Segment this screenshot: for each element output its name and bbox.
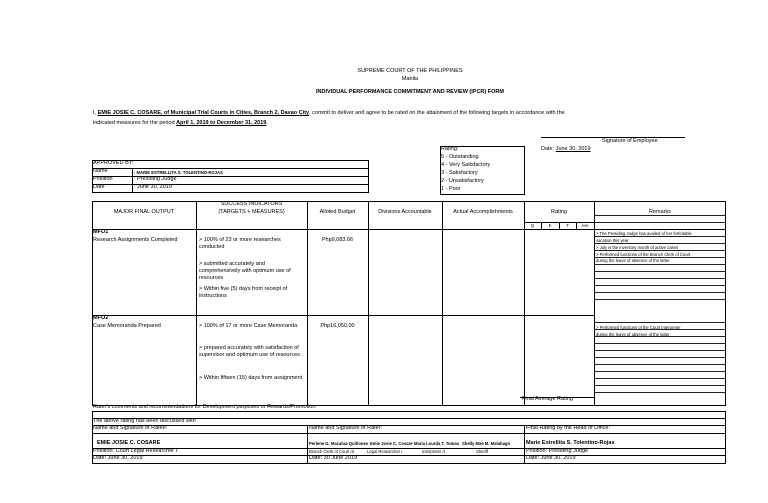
- remarks-rule: [594, 322, 726, 323]
- mfo2-title: Case Memoranda Prepared: [93, 323, 161, 329]
- commitment-line-1: [93, 110, 565, 117]
- header-si-2: (TARGETS + MEASURES): [218, 209, 285, 215]
- rater-date: Date: 30 June 2019: [309, 455, 358, 461]
- ratee-date: Date: June 30, 2019: [93, 455, 143, 461]
- header-t: T: [566, 223, 569, 228]
- footer-right-border: [725, 411, 726, 463]
- row-separator: [92, 315, 594, 316]
- header-budget: Alloted Budget: [319, 209, 356, 215]
- rater-name: Shelly Mae M. Malubago: [462, 441, 511, 446]
- rating-period: April 1, 2019 to December 31, 2019: [176, 120, 267, 126]
- remarks-rule: [594, 243, 726, 244]
- approved-date-label: Date: [93, 184, 105, 190]
- mfo1-indicator-2: > submitted accurately and comprehensively with optimum use of resources: [199, 261, 291, 281]
- mfo2-indicator-1: > 100% of 17 or more Case Memoranda: [199, 323, 298, 329]
- rater-label: Name and Signature of Rater:: [309, 425, 383, 431]
- footer-line: [92, 433, 726, 434]
- approved-title: APPROVED BY:: [93, 160, 134, 166]
- court-city: Manila: [401, 76, 419, 82]
- intro-suffix: .: [266, 120, 268, 126]
- table-header-line: [92, 229, 726, 230]
- remarks-rule: [594, 271, 726, 272]
- remarks-rule: [594, 222, 726, 223]
- rating-scale-title: Rating:: [441, 146, 459, 152]
- signature-label: Signature of Employee: [602, 138, 658, 144]
- mfo1-remark: > July is the inventory month of active cases: [596, 245, 679, 250]
- remarks-rule: [594, 392, 726, 393]
- mfo1-indicator-3: > Within five (5) days from receipt of instructions: [199, 286, 288, 299]
- signature-date-value: June 30, 2019: [555, 146, 591, 152]
- mfo2-indicator-2: > prepared accurately with satisfaction of supervisor and optimum use of resources: [199, 345, 300, 358]
- remarks-rule: [594, 236, 726, 237]
- commitment-line-2: [93, 120, 268, 127]
- remarks-rule: [594, 364, 726, 365]
- remarks-rule: [594, 350, 726, 351]
- discussed-label: The above rating has been discussed with: [93, 418, 196, 424]
- signature-date-label: Date:: [541, 146, 556, 152]
- header-ave: Ave: [581, 223, 589, 228]
- col-line: [524, 201, 525, 406]
- col-line: [196, 201, 197, 406]
- intro-line2: indicated measures for the period: [93, 120, 177, 126]
- head-date: Date: June 30, 2019: [526, 455, 576, 461]
- rating-scale-item: 2 - Unsatisfactory: [441, 178, 484, 184]
- signature-date: [541, 146, 591, 153]
- footer-col-line: [524, 425, 525, 463]
- remarks-rule: [594, 378, 726, 379]
- approved-name-value: : MARIE ESTRELLITA S. TOLENTINO-ROJAS: [134, 169, 223, 175]
- rating-scale-item: 3 - Satisfactory: [441, 170, 478, 176]
- header-e: E: [548, 223, 552, 228]
- footer-line: [92, 448, 726, 449]
- mfo1-title: Research Assignments Completed: [93, 237, 178, 243]
- remarks-rule: [594, 285, 726, 286]
- rater-title: Interpreter II: [422, 449, 445, 454]
- rating-scale-item: 5 - Outstanding: [441, 154, 479, 160]
- col-line: [442, 201, 443, 406]
- mfo1-remark: during the leave of absence of the latter: [596, 258, 670, 263]
- mfo1-indicator-1: > 100% of 23 or more researches conducted: [199, 237, 281, 250]
- col-line: [307, 201, 308, 406]
- footer-line: [92, 411, 726, 412]
- footer-col-line: [307, 425, 308, 463]
- final-average-label: Final Average Rating: [522, 396, 573, 402]
- mfo2-remark: during the leave of absence of the latter: [596, 332, 670, 337]
- remarks-rule: [594, 292, 726, 293]
- header-mfo: MAJOR FINAL OUTPUT: [113, 209, 175, 215]
- rater-title: Sheriff: [476, 449, 489, 454]
- remarks-rule: [594, 299, 726, 300]
- head-position: Position: Presiding Judge: [526, 448, 589, 454]
- mfo2-budget: Php16,050.00: [320, 323, 355, 329]
- ratee-position: Position: Court Legal Researcher I: [93, 448, 178, 454]
- mfo2-code: MFO2: [93, 315, 109, 321]
- approved-col-line: [132, 168, 133, 193]
- header-actual: Actual Accomplishments: [453, 209, 513, 215]
- employee-office: EMIE JOSIE C. COSARE, of Municipal Trial Courts in Cities, Branch 2, Davao City: [97, 110, 310, 116]
- approved-date-value: : June 30, 2019: [134, 184, 172, 190]
- rater-name: Maria Lourda T. Tomas: [414, 441, 460, 446]
- footer-line: [92, 425, 726, 426]
- mfo1-remark: vacation this year: [596, 238, 629, 243]
- form-title: INDIVIDUAL PERFORMANCE COMMITMENT AND REVIEW (IPCR) FORM: [316, 89, 504, 95]
- mfo1-budget: Php9,083.66: [321, 237, 354, 243]
- header-rating: Rating: [551, 209, 567, 215]
- mfo2-remark: > Performed functions of the Court Interpreter: [596, 325, 681, 330]
- remarks-rule: [594, 357, 726, 358]
- rating-scale-item: 1 - Poor: [441, 186, 461, 192]
- remarks-rule: [594, 343, 726, 344]
- approved-position-label: Position: [93, 176, 113, 182]
- rater-name: Emie Josie C. Cosare: [370, 441, 413, 446]
- head-rating-label: Final Rating by the Head of Office:: [526, 425, 610, 431]
- remarks-rule: [594, 371, 726, 372]
- header-si-1: SUCCESS INDICATORS: [220, 201, 283, 207]
- col-line: [368, 201, 369, 406]
- comments-label: Rater's comments and recommendations for Development purposes or Rewards/Promotion:: [93, 404, 317, 410]
- mfo2-indicator-3: > Within fifteen (15) days from assignment: [199, 375, 303, 381]
- remarks-rule: [594, 215, 726, 216]
- header-remarks: Remarks: [648, 209, 671, 215]
- intro-middle: , commit to deliver and agree to be rated on the attainment of the following targets in accordance with the: [309, 110, 565, 116]
- header-q: Q: [530, 223, 535, 228]
- footer-line: [92, 455, 726, 456]
- intro-prefix: I,: [93, 110, 98, 116]
- mfo1-remark: > The Presiding Judge has availed of her forfeitable: [596, 231, 692, 236]
- head-name: Marie Estrellita S. Tolentino-Rojas: [526, 440, 615, 446]
- rater-title: Legal Researcher I: [367, 449, 403, 454]
- remarks-rule: [594, 278, 726, 279]
- ratee-name: EMIE JOSIE C. COSARE: [97, 440, 161, 446]
- rater-name: Perlene G. Macalua-Quiñones: [309, 441, 369, 446]
- rating-scale-item: 4 - Very Satisfactory: [441, 162, 491, 168]
- footer-line: [92, 463, 726, 464]
- remarks-rule: [594, 385, 726, 386]
- mfo1-remark: > Performed functions of the Branch Clerk of Court: [596, 252, 691, 257]
- mfo1-code: MFO1: [93, 229, 109, 235]
- remarks-rule: [594, 264, 726, 265]
- approved-position-value: : Presiding Judge: [134, 176, 177, 182]
- court-name: SUPREME COURT OF THE PHILIPPINES: [357, 68, 463, 74]
- rater-title: Branch Clerk of Court III: [309, 449, 354, 454]
- ratee-label: Name and Signature of Ratee:: [93, 425, 168, 431]
- header-accountable: Divisions Accountable: [378, 209, 432, 215]
- approved-name-label: Name: [93, 168, 108, 174]
- col-line: [594, 201, 595, 406]
- remarks-rule: [594, 250, 726, 251]
